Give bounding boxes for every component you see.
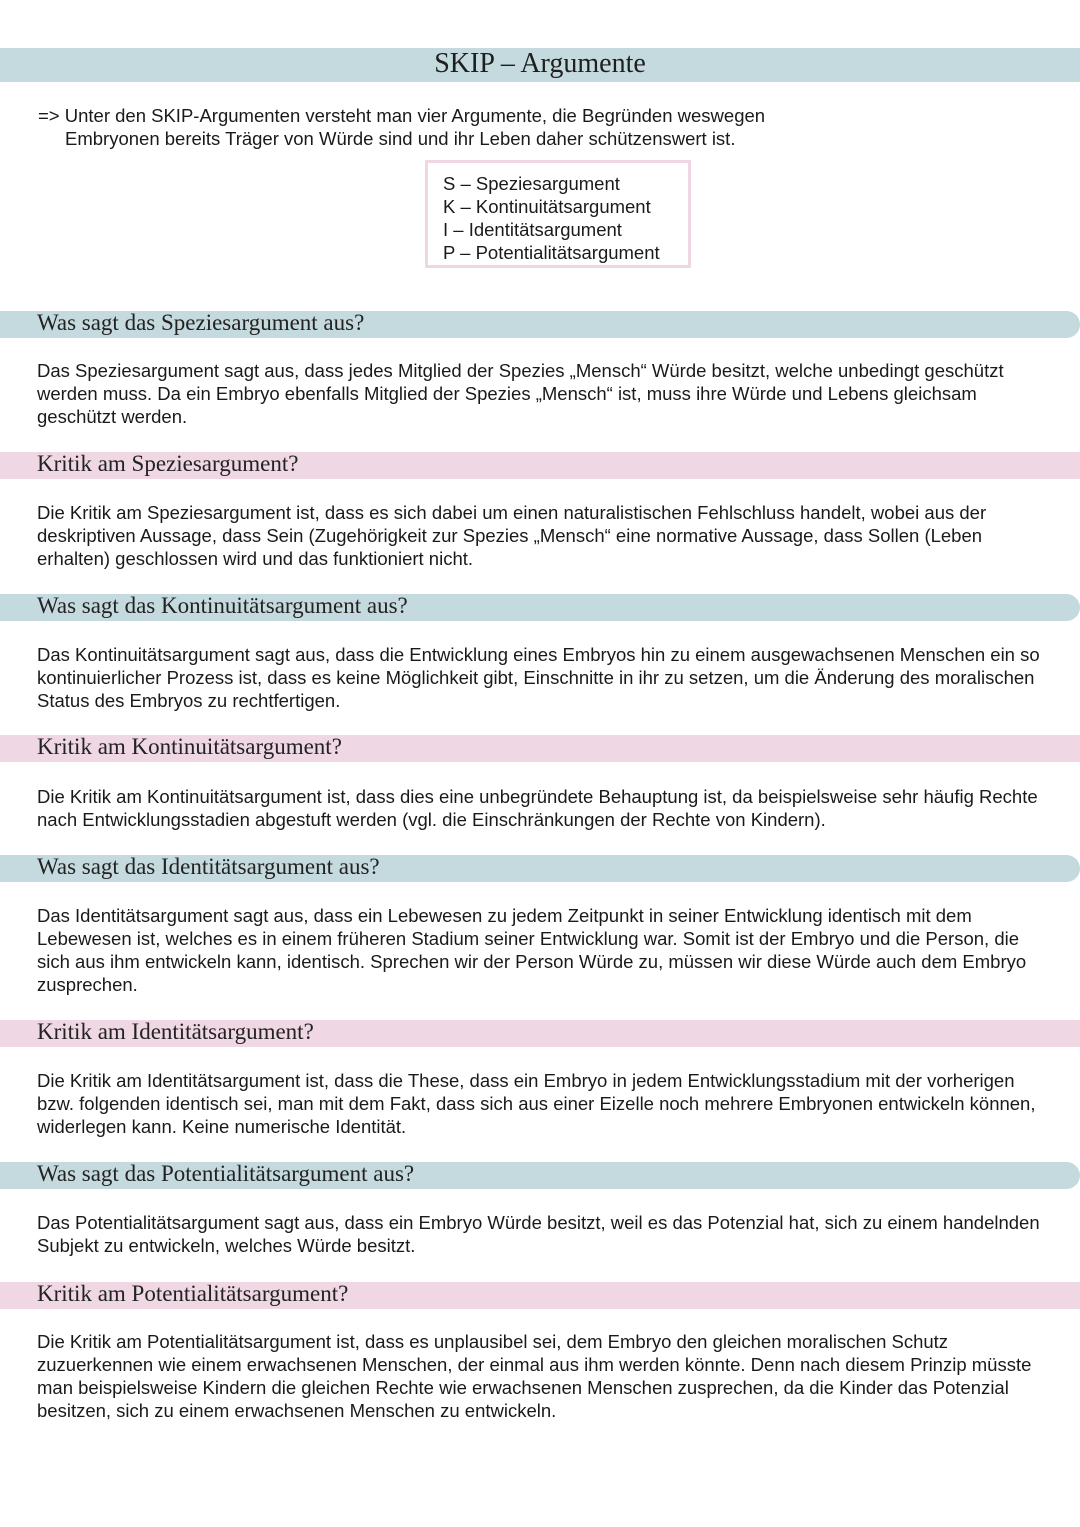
section-heading: Was sagt das Kontinuitätsargument aus? (37, 593, 408, 618)
section-heading: Kritik am Potentialitätsargument? (37, 1281, 349, 1306)
section-heading-bar (0, 1162, 1080, 1189)
section-heading: Kritik am Speziesargument? (37, 451, 299, 476)
section-heading-bar (0, 594, 1080, 621)
section-potentialitaet (0, 1162, 1080, 1189)
section-heading: Was sagt das Identitätsargument aus? (37, 854, 380, 879)
section-identitaet (0, 855, 1080, 882)
section-heading: Kritik am Identitätsargument? (37, 1019, 314, 1044)
section-heading-bar (0, 1020, 1080, 1047)
section-spezies (0, 311, 1080, 338)
section-text-potentialitaet: Das Potentialitätsargument sagt aus, dass ein Embryo Würde besitzt, weil es das Potenzial hat, sich zu einem handelnden Subjekt zu entwickeln, welches Würde besitzt. (37, 1212, 1040, 1256)
section-text-spezies: Das Speziesargument sagt aus, dass jedes Mitglied der Spezies „Mensch“ Würde besitzt, welche unbedingt geschützt werden muss. Da ein Embryo ebenfalls Mitglied der Spezies „Mensch“ ist, muss ihre Würde und Lebens gleichsam geschützt werden. (37, 360, 1004, 427)
section-heading-bar (0, 735, 1080, 762)
intro-line-2: Embryonen bereits Träger von Würde sind und ihr Leben daher schützenswert ist. (65, 128, 736, 149)
section-kritik-potentialitaet (0, 1282, 1080, 1309)
section-kontinuitaet (0, 594, 1080, 621)
intro-line-1: => Unter den SKIP-Argumenten versteht man vier Argumente, die Begründen weswegen (38, 105, 766, 126)
section-heading-bar (0, 452, 1080, 479)
skip-item-k: K – Kontinuitätsargument (443, 196, 651, 217)
skip-list-box (425, 160, 691, 268)
section-kritik-identitaet (0, 1020, 1080, 1047)
section-heading: Kritik am Kontinuitätsargument? (37, 734, 342, 759)
section-text-kontinuitaet: Das Kontinuitätsargument sagt aus, dass die Entwicklung eines Embryos hin zu einem ausgewachsenen Menschen ein so kontinuierlicher Prozess ist, dass es keine Möglichkeit gibt, Einschnitte in ihr zu setzen, um die Änderung des moralischen Status des Embryos zu rechtfertigen. (37, 644, 1040, 711)
section-kritik-kontinuitaet (0, 735, 1080, 762)
skip-item-i: I – Identitätsargument (443, 219, 622, 240)
section-heading: Was sagt das Potentialitätsargument aus? (37, 1161, 415, 1186)
section-text-kritik-potentialitaet: Die Kritik am Potentialitätsargument ist, dass es unplausibel sei, dem Embryo den gleichen moralischen Schutz zuzuerkennen wie einem erwachsenen Menschen, der einmal aus ihm werden könnte. Denn nach diesem Prinzip müsste man beispielsweise Kindern die gleichen Rechte wie erwachsenen Menschen zusprechen, da die Kinder das Potenzial besitzen, sich zu einem erwachsenen Menschen zu entwickeln. (37, 1331, 1032, 1421)
section-text-kritik-spezies: Die Kritik am Speziesargument ist, dass es sich dabei um einen naturalistischen Fehlschluss handelt, wobei aus der deskriptiven Aussage, dass Sein (Zugehörigkeit zur Spezies „Mensch“ eine normative Aussage, dass Sollen (Leben erhalten) geschlossen wird und das funktioniert nicht. (37, 502, 987, 569)
skip-item-s: S – Speziesargument (443, 173, 620, 194)
section-text-kritik-identitaet: Die Kritik am Identitätsargument ist, dass die These, dass ein Embryo in jedem Entwicklungsstadium mit der vorherigen bzw. folgenden identisch sei, man mit dem Fakt, dass sich aus einer Eizelle noch mehrere Embryonen entwickeln können, widerlegen kann. Keine numerische Identität. (37, 1070, 1036, 1137)
section-text-identitaet: Das Identitätsargument sagt aus, dass ein Lebewesen zu jedem Zeitpunkt in seiner Entwicklung identisch mit dem Lebewesen ist, welches es in einem früheren Stadium seiner Entwicklung war. Somit ist der Embryo und die Person, die sich aus ihm entwickeln kann, identisch. Sprechen wir der Person Würde zu, müssen wir diese Würde auch dem Embryo zusprechen. (37, 905, 1027, 995)
section-heading-bar (0, 1282, 1080, 1309)
skip-item-p: P – Potentialitätsargument (443, 242, 660, 263)
section-kritik-spezies (0, 452, 1080, 479)
intro-text (38, 104, 1038, 150)
page-title: SKIP – Argumente (434, 48, 646, 79)
section-text-kritik-kontinuitaet: Die Kritik am Kontinuitätsargument ist, dass dies eine unbegründete Behauptung ist, da beispielsweise sehr häufig Rechte nach Entwicklungsstadien abgestuft werden (vgl. die Einschränkungen der Rechte von Kindern). (37, 786, 1038, 830)
section-heading-bar (0, 855, 1080, 882)
section-heading-bar (0, 311, 1080, 338)
section-heading: Was sagt das Speziesargument aus? (37, 310, 365, 335)
